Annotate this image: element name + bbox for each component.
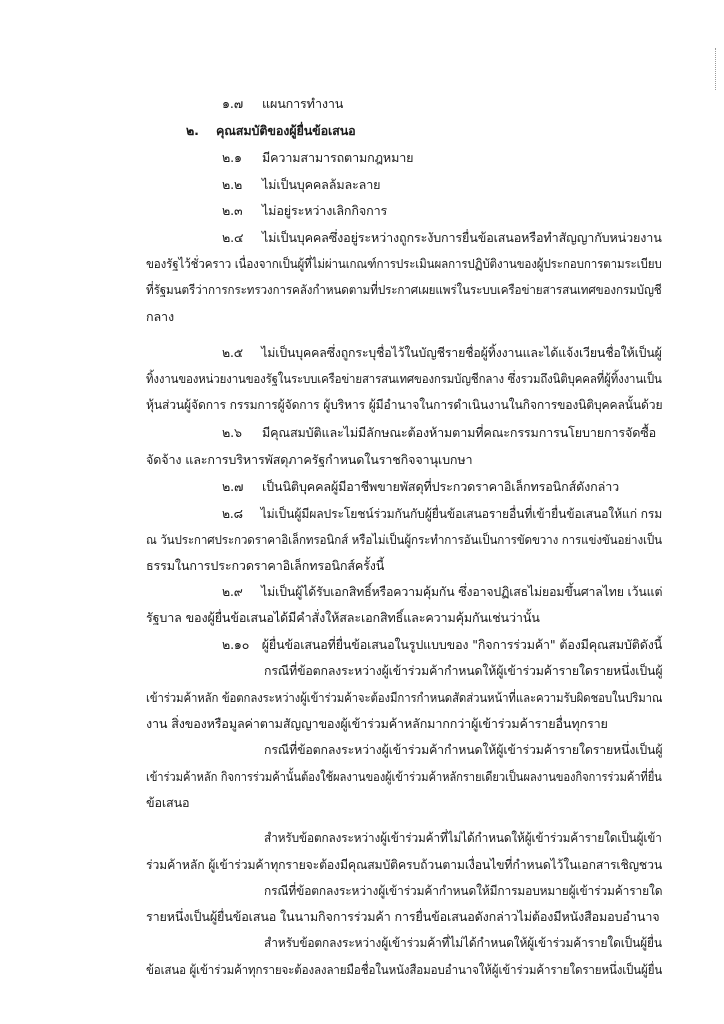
jv-paragraph-4-line-1: กรณีที่ข้อตกลงระหว่างผู้เข้าร่วมค้ากำหนดให้มีการมอบหมายผู้เข้าร่วมค้ารายใด (264, 883, 663, 898)
item-2-6-line-1 (222, 425, 656, 441)
item-number: ๒.๔ (222, 230, 244, 245)
item-2-8-line-3: ธรรมในการประกวดราคาอิเล็กทรอนิกส์ครั้งนี้ (146, 558, 385, 573)
jv-paragraph-2-line-2: เข้าร่วมค้าหลัก กิจการร่วมค้านั้นต้องใช้ผลงานของผู้เข้าร่วมค้าหลักรายเดียวเป็นผลงานของกิจการร่วมค้าที่ยื่น (146, 769, 662, 784)
section-number: ๒. (186, 123, 199, 138)
item-1-7 (222, 96, 343, 112)
item-text: แผนการทำงาน (262, 96, 344, 111)
item-number: ๒.๑๐ (222, 637, 250, 652)
item-2-1 (222, 150, 413, 166)
jv-paragraph-1-line-3: งาน สิ่งของหรือมูลค่าตามสัญญาของผู้เข้าร่วมค้าหลักมากกว่าผู้เข้าร่วมค้ารายอื่นทุกราย (146, 716, 608, 731)
item-text: ไม่เป็นผู้ได้รับเอกสิทธิ์หรือความคุ้มกัน ซึ่งอาจปฏิเสธไม่ยอมขึ้นศาลไทย เว้นแต่ (261, 584, 663, 599)
jv-paragraph-1-line-2: เข้าร่วมค้าหลัก ข้อตกลงระหว่างผู้เข้าร่วมค้าจะต้องมีการกำหนดสัดส่วนหน้าที่และความรับผิดชอบในปริมาณ (146, 690, 663, 705)
item-2-4-line-4: กลาง (146, 309, 174, 324)
item-2-5-line-1 (222, 345, 662, 361)
jv-paragraph-5-line-2: ข้อเสนอ ผู้เข้าร่วมค้าทุกรายจะต้องลงลายมือชื่อในหนังสือมอบอำนาจให้ผู้เข้าร่วมค้ารายใดรายหนึ่งเป็นผู้ยื่น (146, 962, 663, 977)
item-2-2 (222, 177, 380, 193)
jv-paragraph-1-line-1: กรณีที่ข้อตกลงระหว่างผู้เข้าร่วมค้ากำหนดให้ผู้เข้าร่วมค้ารายใดรายหนึ่งเป็นผู้ (264, 663, 663, 678)
jv-paragraph-2-line-3: ข้อเสนอ (146, 795, 190, 810)
item-number: ๒.๓ (222, 203, 243, 218)
jv-paragraph-5-line-1: สำหรับข้อตกลงระหว่างผู้เข้าร่วมค้าที่ไม่ได้กำหนดให้ผู้เข้าร่วมค้ารายใดเป็นผู้ยื่น (264, 935, 662, 950)
item-number: ๒.๙ (222, 584, 243, 599)
item-text: เป็นนิติบุคคลผู้มีอาชีพขายพัสดุที่ประกวดราคาอิเล็กทรอนิกส์ดังกล่าว (262, 479, 620, 494)
item-2-4-line-1 (222, 230, 662, 246)
item-number: ๒.๒ (222, 177, 243, 192)
jv-paragraph-2-line-1: กรณีที่ข้อตกลงระหว่างผู้เข้าร่วมค้ากำหนดให้ผู้เข้าร่วมค้ารายใดรายหนึ่งเป็นผู้ (264, 742, 663, 757)
item-2-4-line-2: ของรัฐไว้ชั่วคราว เนื่องจากเป็นผู้ที่ไม่ผ่านเกณฑ์การประเมินผลการปฏิบัติงานของผู้ประกอบการตามระเบียบ (146, 256, 662, 271)
item-2-7 (222, 479, 619, 495)
item-2-9-line-1 (222, 584, 662, 600)
item-2-5-line-2: ทิ้งงานของหน่วยงานของรัฐในระบบเครือข่ายสารสนเทศของกรมบัญชีกลาง ซึ่งรวมถึงนิติบุคคลที่ผู้ทิ้งงานเป็น (146, 371, 662, 386)
item-2-10-line-1 (222, 637, 662, 653)
item-2-6-line-2: จัดจ้าง และการบริหารพัสดุภาครัฐกำหนดในราชกิจจานุเบกษา (146, 452, 473, 467)
section-heading-2 (186, 123, 356, 139)
item-text: ไม่เป็นบุคคลซึ่งถูกระบุชื่อไว้ในบัญชีรายชื่อผู้ทิ้งงานและได้แจ้งเวียนชื่อให้เป็นผู้ (261, 345, 662, 360)
item-number: ๒.๑ (222, 150, 242, 165)
item-number: ๒.๗ (222, 479, 244, 494)
scan-edge-mark (715, 48, 718, 90)
item-2-8-line-1 (222, 506, 662, 522)
item-text: ไม่เป็นบุคคลล้มละลาย (262, 177, 381, 192)
jv-paragraph-4-line-2: รายหนึ่งเป็นผู้ยื่นข้อเสนอ ในนามกิจการร่วมค้า การยื่นข้อเสนอดังกล่าวไม่ต้องมีหนังสือมอบอำนาจ (146, 909, 660, 924)
item-text: มีคุณสมบัติและไม่มีลักษณะต้องห้ามตามที่คณะกรรมการนโยบายการจัดซื้อ (262, 425, 657, 440)
item-number: ๒.๘ (222, 506, 243, 521)
item-2-4-line-3: ที่รัฐมนตรีว่าการกระทรวงการคลังกำหนดตามที่ประกาศเผยแพร่ในระบบเครือข่ายสารสนเทศของกรมบัญชี (146, 282, 662, 297)
jv-paragraph-3-line-2: ร่วมค้าหลัก ผู้เข้าร่วมค้าทุกรายจะต้องมีคุณสมบัติครบถ้วนตามเงื่อนไขที่กำหนดไว้ในเอกสารเชิญชวน (146, 857, 663, 872)
item-number: ๒.๕ (222, 345, 243, 360)
item-text: ไม่อยู่ระหว่างเลิกกิจการ (262, 203, 388, 218)
item-text: มีความสามารถตามกฎหมาย (262, 150, 414, 165)
item-2-5-line-3: หุ้นส่วนผู้จัดการ กรรมการผู้จัดการ ผู้บริหาร ผู้มีอำนาจในการดำเนินงานในกิจการของนิติบุคคลนั้นด้วย (146, 397, 663, 412)
item-number: ๑.๗ (222, 96, 244, 111)
section-title: คุณสมบัติของผู้ยื่นข้อเสนอ (216, 123, 356, 138)
item-text: ไม่เป็นผู้มีผลประโยชน์ร่วมกันกับผู้ยื่นข้อเสนอรายอื่นที่เข้ายื่นข้อเสนอให้แก่ กรม (260, 506, 663, 521)
item-2-8-line-2: ณ วันประกาศประกวดราคาอิเล็กทรอนิกส์ หรือไม่เป็นผู้กระทำการอันเป็นการขัดขวาง การแข่งขันอย่างเป็น (146, 532, 662, 547)
item-number: ๒.๖ (222, 425, 242, 440)
item-text: ไม่เป็นบุคคลซึ่งอยู่ระหว่างถูกระงับการยื่นข้อเสนอหรือทำสัญญากับหน่วยงาน (262, 230, 662, 245)
item-text: ผู้ยื่นข้อเสนอที่ยื่นข้อเสนอในรูปแบบของ "กิจการร่วมค้า" ต้องมีคุณสมบัติดังนี้ (261, 637, 663, 652)
item-2-9-line-2: รัฐบาล ของผู้ยื่นข้อเสนอได้มีคำสั่งให้สละเอกสิทธิ์และความคุ้มกันเช่นว่านั้น (146, 610, 540, 625)
item-2-3 (222, 203, 387, 219)
jv-paragraph-3-line-1: สำหรับข้อตกลงระหว่างผู้เข้าร่วมค้าที่ไม่ได้กำหนดให้ผู้เข้าร่วมค้ารายใดเป็นผู้เข้า (264, 830, 662, 845)
